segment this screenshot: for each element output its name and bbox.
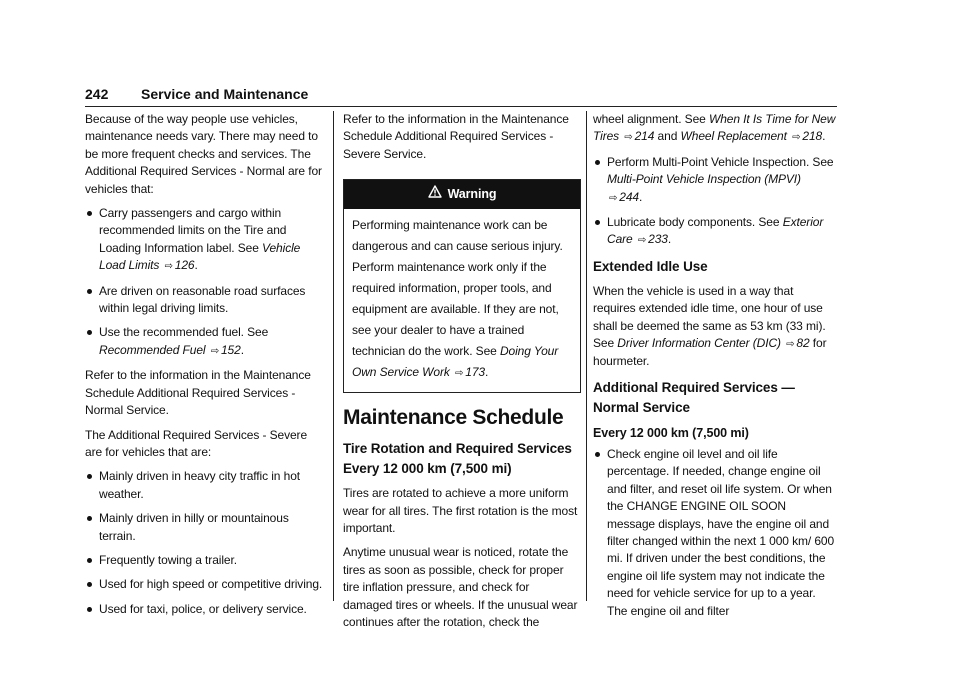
page-reference-arrow-icon: ⇨ — [609, 192, 618, 204]
list-item: Mainly driven in hilly or mountainous terrain. — [85, 510, 325, 545]
page-reference[interactable]: 233 — [648, 232, 668, 247]
page-reference[interactable]: 152 — [220, 342, 241, 357]
paragraph: wheel alignment. See When It Is Time for New Tires ⇨ 214 and Wheel Replacement ⇨ 218. — [593, 112, 836, 144]
page-reference-arrow-icon: ⇨ — [210, 345, 219, 357]
list-item: Used for taxi, police, or delivery service. — [85, 601, 325, 618]
bullet-icon — [87, 330, 92, 335]
cross-reference-link[interactable]: Doing Your Own Service Work — [352, 344, 559, 380]
page-reference[interactable]: 214 — [634, 129, 655, 144]
column-right — [593, 111, 837, 627]
paragraph: When the vehicle is used in a way that requires extended idle time, one hour of use shall be deemed the same as 53 km (33 mi). See Driver Information Center (DIC) ⇨ 82 for hourmeter. — [593, 283, 827, 369]
page-reference-arrow-icon: ⇨ — [455, 368, 464, 380]
cross-reference-link[interactable]: Exterior Care — [607, 215, 824, 247]
bullet-list-severe — [85, 468, 325, 618]
section-heading: Tire Rotation and Required Services Every 12 000 km (7,500 mi) — [343, 441, 572, 477]
warning-header — [344, 180, 580, 209]
page-reference-arrow-icon: ⇨ — [637, 235, 647, 247]
bullet-icon — [87, 516, 92, 521]
bullet-icon — [87, 289, 92, 294]
warning-box — [343, 179, 581, 393]
section-heading-normal: Additional Required Services — Normal Service — [593, 379, 795, 415]
paragraph: Refer to the information in the Maintenance Schedule Additional Required Services - Normal Service. — [85, 368, 311, 418]
bullet-icon — [87, 558, 92, 563]
paragraph: The Additional Required Services - Severe are for vehicles that are: — [85, 427, 308, 459]
list-item: Perform Multi-Point Vehicle Inspection. See Multi-Point Vehicle Inspection (MPVI) ⇨ 244. — [593, 154, 837, 207]
bullet-list-normal — [85, 205, 325, 360]
bullet-icon — [87, 211, 92, 216]
bullet-icon — [595, 220, 600, 225]
column-left — [85, 111, 325, 625]
column-divider — [586, 111, 587, 601]
page-reference-arrow-icon: ⇨ — [792, 132, 801, 144]
column-divider — [333, 111, 334, 601]
paragraph: Because of the way people use vehicles, maintenance needs vary. There may need to be more frequent checks and services. The Additional Required Services - Normal are for vehicles that: — [85, 112, 322, 196]
bullet-icon — [87, 474, 92, 479]
warning-text: Performing maintenance work can be dangerous and can cause serious injury. Perform maintenance work only if the required information, proper tools, and equipment are available. If they are not, see your dealer to have a trained technician do the work. See Doing Your Own Service Work ⇨ 173. — [352, 218, 563, 380]
cross-reference-link[interactable]: Wheel Replacement — [680, 129, 787, 144]
page-number: 242 — [85, 86, 109, 102]
bullet-list — [593, 446, 837, 620]
page-reference-arrow-icon: ⇨ — [624, 132, 633, 144]
column-middle — [343, 111, 581, 638]
page-reference[interactable]: 218 — [802, 129, 823, 144]
list-item: Mainly driven in heavy city traffic in hot weather. — [85, 468, 325, 503]
section-title: Service and Maintenance — [141, 86, 309, 102]
warning-title: Warning — [447, 187, 497, 202]
list-item: Frequently towing a trailer. — [85, 552, 325, 569]
list-item: Check engine oil level and oil life percentage. If needed, change engine oil and filter, and reset oil life system. Or when the CHANGE ENGINE OIL SOON message displays, have the engine oil and filter changed within the next 1 000 km/ 600 mi. If driven under the best conditions, the engine oil life system may not indicate the need for vehicle service for up to a year. The engine oil and filter — [593, 446, 837, 620]
cross-reference-link[interactable]: Multi-Point Vehicle Inspection (MPVI) — [607, 172, 801, 187]
bullet-icon — [595, 452, 600, 457]
page-reference[interactable]: 173 — [465, 365, 486, 380]
cross-reference-link[interactable]: Driver Information Center (DIC) — [617, 336, 781, 351]
list-item: Carry passengers and cargo within recommended limits on the Tire and Loading Information label. See Vehicle Load Limits ⇨ 126. — [85, 205, 325, 276]
list-item: Are driven on reasonable road surfaces within legal driving limits. — [85, 283, 325, 318]
subsection-heading: Every 12 000 km (7,500 mi) — [593, 425, 749, 440]
page-header — [85, 84, 837, 107]
page-reference-arrow-icon: ⇨ — [786, 339, 795, 351]
cross-reference-link[interactable]: When It Is Time for New Tires — [593, 112, 836, 144]
page-reference-arrow-icon: ⇨ — [164, 261, 173, 273]
list-item: Used for high speed or competitive driving. — [85, 576, 325, 593]
warning-triangle-icon — [428, 180, 442, 209]
page-reference[interactable]: 244 — [619, 189, 640, 204]
list-item: Lubricate body components. See Exterior Care ⇨ 233. — [593, 214, 837, 250]
cross-reference-link[interactable]: Recommended Fuel — [99, 342, 206, 357]
paragraph: Refer to the information in the Maintenance Schedule Additional Required Services - Severe Service. — [343, 112, 569, 161]
bullet-icon — [87, 607, 92, 612]
paragraph: Tires are rotated to achieve a more uniform wear for all tires. The first rotation is the most important. — [343, 486, 578, 536]
bullet-icon — [87, 582, 92, 587]
section-heading-idle: Extended Idle Use — [593, 258, 708, 274]
cross-reference-link[interactable]: Vehicle Load Limits — [99, 240, 301, 273]
paragraph: Anytime unusual wear is noticed, rotate the tires as soon as possible, check for proper tire inflation pressure, and check for damaged tires or wheels. If the unusual wear continues after the rotation, check the — [343, 545, 578, 630]
page-reference[interactable]: 82 — [796, 336, 810, 351]
bullet-icon — [595, 160, 600, 165]
chapter-heading: Maintenance Schedule — [343, 406, 564, 430]
page-reference[interactable]: 126 — [174, 258, 195, 273]
bullet-list — [593, 154, 837, 250]
list-item: Use the recommended fuel. See Recommended Fuel ⇨ 152. — [85, 324, 325, 360]
